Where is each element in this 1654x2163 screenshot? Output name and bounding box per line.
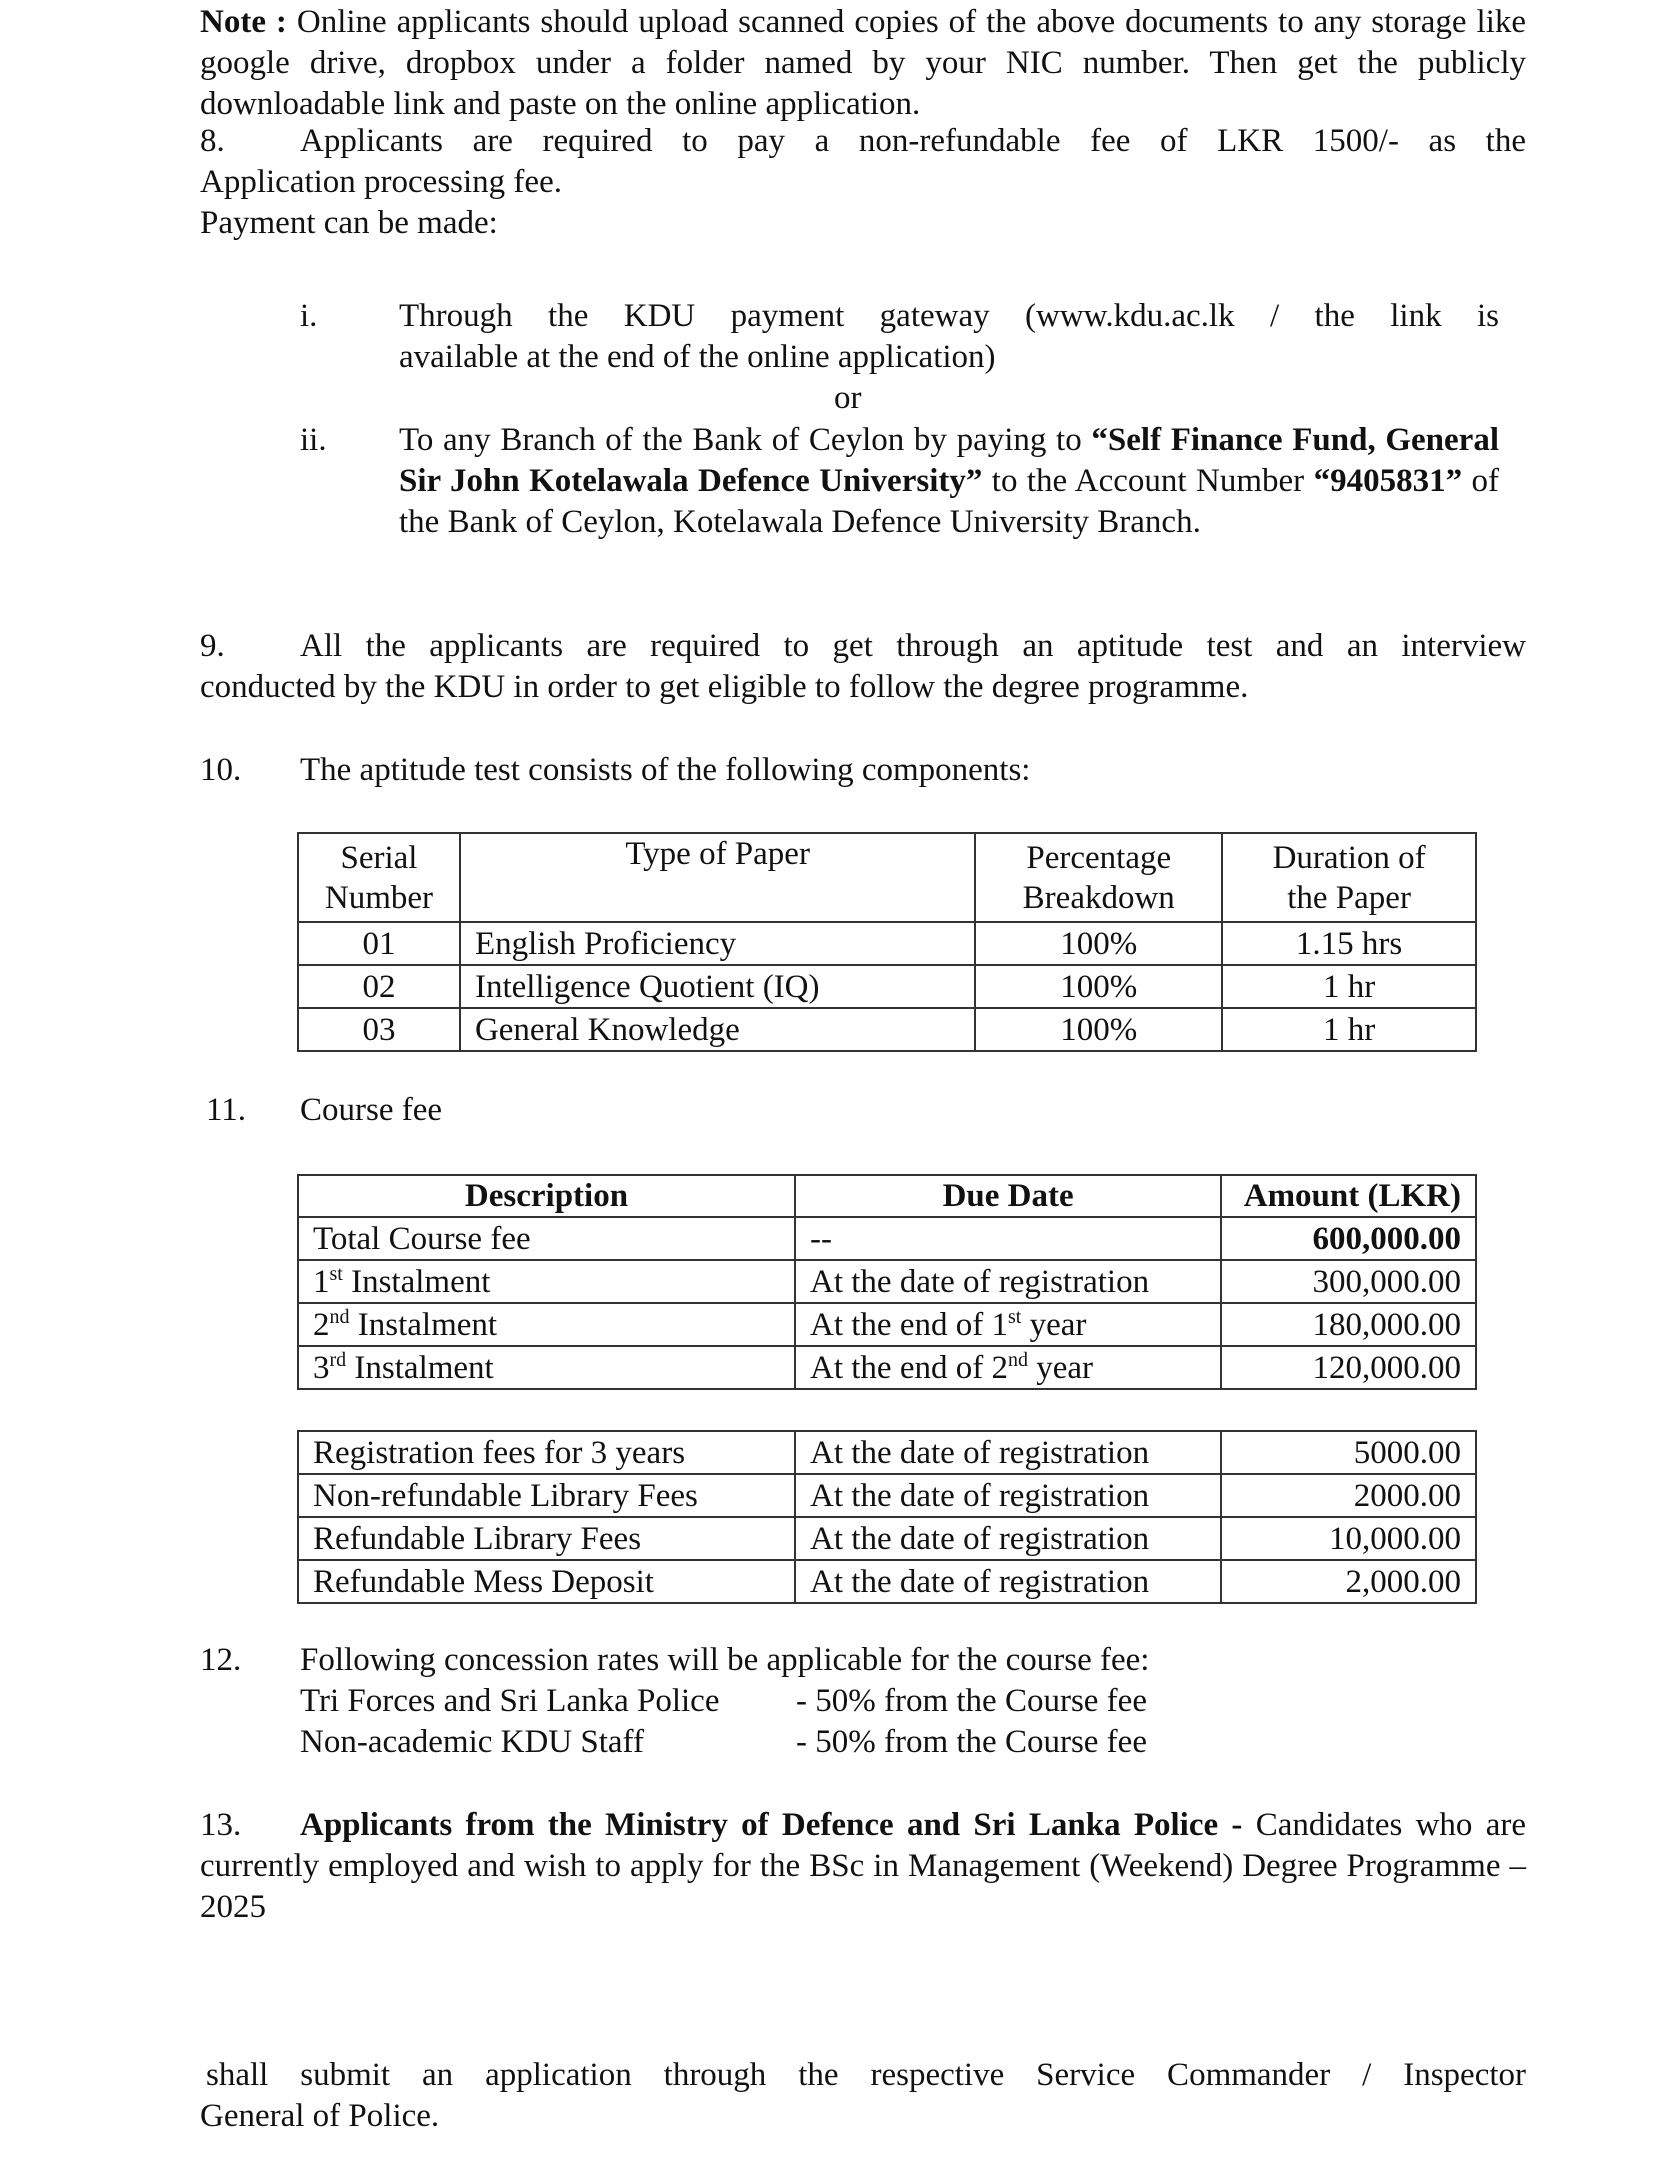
- payment-intro: Payment can be made:: [200, 205, 498, 241]
- header-serial: Serial Number: [298, 833, 460, 922]
- item10: [200, 750, 1526, 791]
- item9-text: All the applicants are required to get through an aptitude test and an interview: [300, 628, 1526, 664]
- item13-bold: Applicants from the Ministry of Defence and Sri Lanka Police -: [300, 1807, 1243, 1843]
- other-fees-table: [297, 1430, 1477, 1604]
- option-ii-text: [399, 420, 1499, 543]
- cell-due-date: At the date of registration: [795, 1431, 1221, 1474]
- cell-description: 1st Instalment: [298, 1260, 795, 1303]
- cell-type: English Proficiency: [460, 922, 975, 965]
- cell-percentage: 100%: [975, 922, 1222, 965]
- cell-description: 3rd Instalment: [298, 1346, 795, 1389]
- table-row: [298, 1217, 1476, 1260]
- cell-amount: 2,000.00: [1221, 1560, 1476, 1603]
- cell-due-date: At the date of registration: [795, 1560, 1221, 1603]
- cell-due-date: --: [795, 1217, 1221, 1260]
- cell-description: Non-refundable Library Fees: [298, 1474, 795, 1517]
- table-row: [298, 1346, 1476, 1389]
- cell-description: Refundable Library Fees: [298, 1517, 795, 1560]
- item12-number: 12.: [200, 1642, 242, 1678]
- option-i-line2: available at the end of the online application): [399, 339, 996, 375]
- note-label: Note :: [200, 4, 287, 40]
- table-row: [298, 965, 1476, 1008]
- header-type: Type of Paper: [460, 833, 975, 922]
- table-row: [298, 1008, 1476, 1051]
- account-name: “Self Finance Fund, General Sir John Kotelawala Defence University”: [399, 422, 1499, 499]
- cell-amount: 120,000.00: [1221, 1346, 1476, 1389]
- table-row: [298, 1474, 1476, 1517]
- note-text: Online applicants should upload scanned copies of the above documents to any storage like google drive, dropbox under a folder named by your NIC number. Then get the publicly downloadable link and paste on the online application.: [200, 4, 1527, 122]
- header-percentage: Percentage Breakdown: [975, 833, 1222, 922]
- cell-amount: 5000.00: [1221, 1431, 1476, 1474]
- cell-type: General Knowledge: [460, 1008, 975, 1051]
- cell-due-date: At the date of registration: [795, 1517, 1221, 1560]
- table-header-row: [298, 833, 1476, 922]
- course-fee-table: [297, 1174, 1477, 1390]
- cell-description: Total Course fee: [298, 1217, 795, 1260]
- cell-serial: 01: [298, 922, 460, 965]
- note-paragraph: [200, 2, 1526, 125]
- account-number: “9405831”: [1313, 463, 1463, 499]
- cell-duration: 1 hr: [1222, 1008, 1476, 1051]
- item8-number: 8.: [200, 123, 225, 159]
- item9-line1: [200, 626, 1526, 667]
- cell-due-date: At the end of 1st year: [795, 1303, 1221, 1346]
- table-row: [298, 1517, 1476, 1560]
- table-header-row: [298, 1175, 1476, 1217]
- item9-number: 9.: [200, 628, 225, 664]
- item13: [200, 1805, 1526, 1928]
- item12: [200, 1640, 1149, 1681]
- header-duration: Duration of the Paper: [1222, 833, 1476, 922]
- item8-line2: Application processing fee.: [200, 164, 562, 200]
- cell-due-date: At the date of registration: [795, 1474, 1221, 1517]
- cell-amount: 10,000.00: [1221, 1517, 1476, 1560]
- header-amount: Amount (LKR): [1221, 1175, 1476, 1217]
- cell-amount: 2000.00: [1221, 1474, 1476, 1517]
- item11-number: 11.: [206, 1092, 247, 1128]
- item13-number: 13.: [200, 1807, 242, 1843]
- cell-percentage: 100%: [975, 1008, 1222, 1051]
- option-i-marker: i.: [300, 298, 318, 334]
- header-due-date: Due Date: [795, 1175, 1221, 1217]
- item8-text: Applicants are required to pay a non-refundable fee of LKR 1500/- as the: [300, 123, 1526, 159]
- cell-percentage: 100%: [975, 965, 1222, 1008]
- closing-line2: General of Police.: [200, 2098, 440, 2134]
- table-row: [298, 1560, 1476, 1603]
- concession-rate: - 50% from the Course fee: [796, 1724, 1147, 1760]
- cell-due-date: At the date of registration: [795, 1260, 1221, 1303]
- cell-description: Registration fees for 3 years: [298, 1431, 795, 1474]
- cell-amount: 300,000.00: [1221, 1260, 1476, 1303]
- item11: [206, 1090, 442, 1131]
- option-ii-post: of the Bank of Ceylon, Kotelawala Defence University Branch.: [399, 463, 1499, 540]
- header-description: Description: [298, 1175, 795, 1217]
- cell-description: 2nd Instalment: [298, 1303, 795, 1346]
- cell-duration: 1.15 hrs: [1222, 922, 1476, 965]
- item13-text: Candidates who are currently employed and wish to apply for the BSc in Management (Weekend) Degree Programme – 2025: [200, 1807, 1526, 1925]
- cell-serial: 03: [298, 1008, 460, 1051]
- item9-line2: conducted by the KDU in order to get eligible to follow the degree programme.: [200, 669, 1249, 705]
- or-separator: or: [834, 380, 862, 416]
- concession-rate: - 50% from the Course fee: [796, 1683, 1147, 1719]
- item8-line1: [200, 121, 1526, 162]
- item11-text: Course fee: [300, 1092, 443, 1128]
- option-ii-pre: To any Branch of the Bank of Ceylon by paying to: [399, 422, 1092, 458]
- cell-type: Intelligence Quotient (IQ): [460, 965, 975, 1008]
- table-row: [298, 1260, 1476, 1303]
- table-row: [298, 1431, 1476, 1474]
- option-ii-marker: ii.: [300, 422, 327, 458]
- cell-amount: 180,000.00: [1221, 1303, 1476, 1346]
- concession-group: Non-academic KDU Staff: [300, 1724, 644, 1760]
- concession-group: Tri Forces and Sri Lanka Police: [300, 1683, 720, 1719]
- table-row: [298, 922, 1476, 965]
- aptitude-test-table: [297, 832, 1477, 1052]
- cell-amount: 600,000.00: [1221, 1217, 1476, 1260]
- item12-text: Following concession rates will be applicable for the course fee:: [300, 1642, 1150, 1678]
- cell-description: Refundable Mess Deposit: [298, 1560, 795, 1603]
- cell-duration: 1 hr: [1222, 965, 1476, 1008]
- item10-text: The aptitude test consists of the following components:: [300, 752, 1031, 788]
- item10-number: 10.: [200, 752, 242, 788]
- table-row: [298, 1303, 1476, 1346]
- option-i-line1: Through the KDU payment gateway (www.kdu.ac.lk / the link is: [399, 298, 1499, 334]
- cell-due-date: At the end of 2nd year: [795, 1346, 1221, 1389]
- option-ii-mid: to the Account Number: [982, 463, 1314, 499]
- closing-text: shall submit an application through the respective Service Commander / Inspector: [206, 2057, 1526, 2093]
- closing-line1: [206, 2055, 1526, 2096]
- cell-serial: 02: [298, 965, 460, 1008]
